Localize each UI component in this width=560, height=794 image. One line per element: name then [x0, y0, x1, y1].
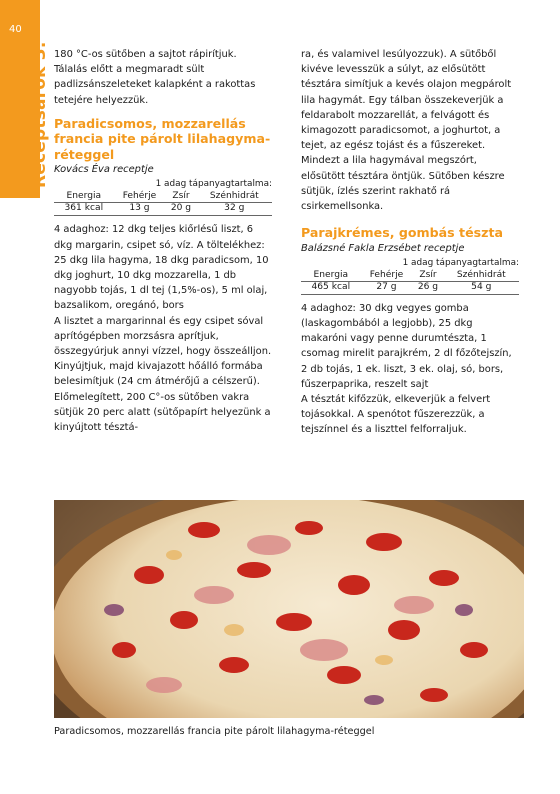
chapter-title: Receptsarok 3.	[30, 41, 50, 188]
nutrition-header: Zsír	[172, 191, 190, 202]
nutrition-title: 1 adag tápanyagtartalma:	[402, 257, 519, 268]
nutrition-value: 26 g	[412, 281, 443, 294]
recipe-author: Kovács Éva receptje	[54, 164, 154, 176]
method-text: A lisztet a margarinnal és egy csipet sóval aprítógépben morzsásra aprítjuk, összegyúrjuk annyi vízzel, hogy összeálljon. Kinyújtjuk, majd kivajazott hőálló formába belesimítjuk (24 cm átmérőjű a célszerű). Előmelegített, 200 C°-os sütőben vakra sütjük 20 perc alatt (sütőpapírt helyezünk a kinyújtott tésztá-	[54, 315, 272, 433]
nutrition-value: 465 kcal	[301, 281, 361, 294]
photo-caption: Paradicsomos, mozzarellás francia pite párolt lilahagyma-réteggel	[54, 726, 375, 737]
right-column	[301, 47, 519, 438]
nutrition-title: 1 adag tápanyagtartalma:	[155, 179, 272, 190]
nutrition-header: Energia	[66, 191, 102, 202]
recipe-title: Paradicsomos, mozzarellás francia pite párolt lilahagyma-réteggel	[54, 115, 271, 162]
nutrition-table	[301, 270, 519, 295]
nutrition-header: Energia	[313, 269, 349, 280]
nutrition-value: 54 g	[444, 281, 519, 294]
nutrition-header: Fehérje	[122, 191, 157, 202]
nutrition-value: 13 g	[114, 203, 166, 216]
pie-photo	[54, 500, 524, 718]
nutrition-header: Zsír	[419, 269, 437, 280]
nutrition-header: Szénhidrát	[456, 269, 506, 280]
nutrition-value: 361 kcal	[54, 203, 114, 216]
continued-text: ra, és valamivel lesúlyozzuk). A sütőből kivéve levesszük a súlyt, az elősütött tésztára simítjuk a kevés olajon megpárolt lila hagymát. Egy tálban összekeverjük a feldarabolt mozzarellát, a felvágott és kimagozott paradicsomot, a joghurtot, a tejet, az egész tojást és a fűszereket. Mindezt a lila hagymával megszórt, elősütött tésztára öntjük. Sütőben készre sütjük, ízlés szerint rakhatő rá csirkemellsonka.	[301, 49, 512, 213]
method-text: A tésztát kifőzzük, elkeverjük a felvert tojásokkal. A spenótot fűszerezzük, a tejszínnel és a liszttel felforraljuk.	[301, 393, 491, 436]
nutrition-value: 27 g	[361, 281, 413, 294]
nutrition-value: 20 g	[165, 203, 196, 216]
left-column	[54, 47, 272, 435]
nutrition-header: Szénhidrát	[209, 191, 259, 202]
ingredients-text: 4 adaghoz: 12 dkg teljes kiőrlésű liszt, 6 dkg margarin, csipet só, víz. A töltelékhez: 25 dkg lila hagyma, 18 dkg paradicsom, 10 dkg joghurt, 10 dkg mozzarella, 1 db nagyobb tojás, 1 dl tej (1,5%-os), 5 ml olaj, bazsalikom, oregánó, bors	[54, 224, 269, 312]
recipe-title: Parajkrémes, gombás tészta	[301, 225, 503, 241]
intro-text: 180 °C-os sütőben a sajtot rápirítjuk. Tálalás előtt a megmaradt sült padlizsánszeleteket kalapként a rakottas tetejére helyezzük.	[54, 49, 256, 106]
nutrition-header: Fehérje	[369, 269, 404, 280]
pie-illustration	[54, 500, 524, 718]
ingredients-text: 4 adaghoz: 30 dkg vegyes gomba (laskagombából a legjobb), 25 dkg makaróni vagy penne durumtészta, 1 csomag mirelit parajkrém, 2 dl főzőtejszín, 2 db tojás, 1 ek. liszt, 3 ek. olaj, só, bors, fűszerpaprika, reszelt sajt	[301, 302, 512, 390]
page-number: 40	[9, 24, 22, 35]
nutrition-table	[54, 191, 272, 216]
nutrition-value: 32 g	[197, 203, 272, 216]
recipe-author: Balázsné Fakla Erzsébet receptje	[301, 242, 465, 254]
